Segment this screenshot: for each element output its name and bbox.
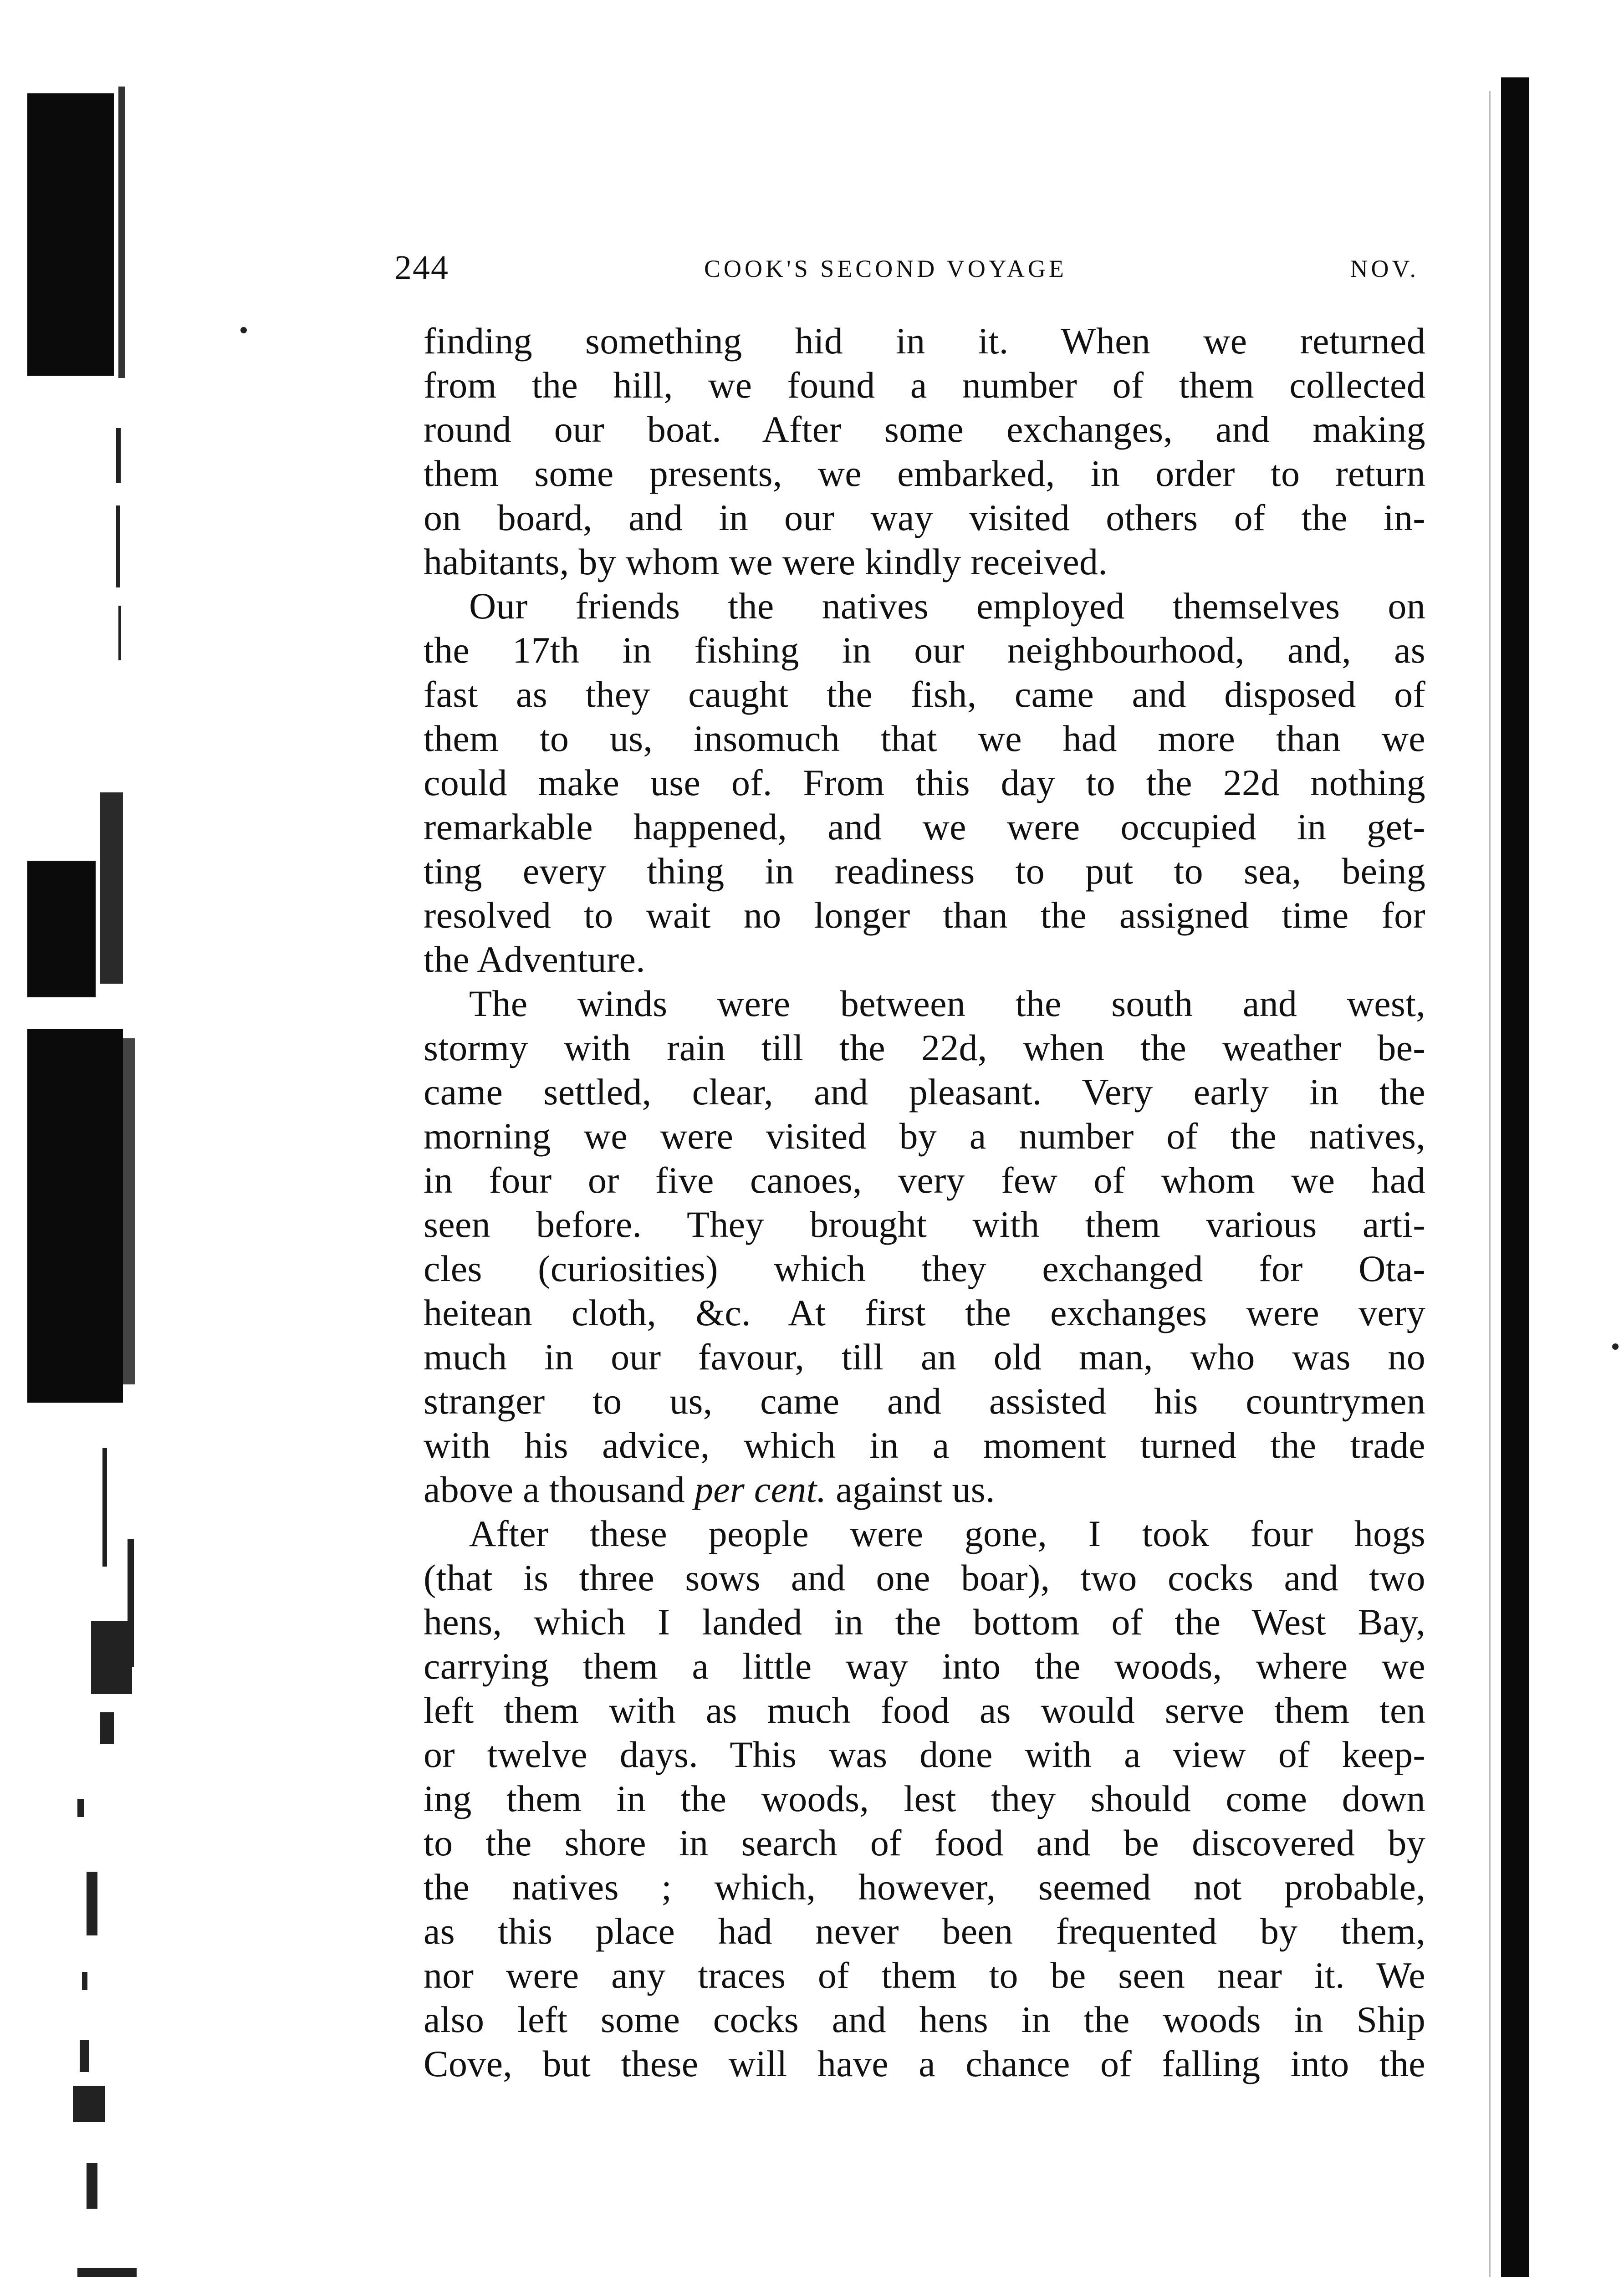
text-line: them to us, insomuch that we had more than we [424, 718, 1425, 759]
text-line: resolved to wait no longer than the assigned time for [424, 894, 1425, 936]
text-line: (that is three sows and one boar), two cocks and two [424, 1557, 1425, 1598]
text-line: much in our favour, till an old man, who was no [424, 1336, 1425, 1378]
paragraph [424, 319, 1425, 584]
text-line: the Adventure. [424, 939, 645, 980]
text-line: or twelve days. This was done with a view of keep- [424, 1734, 1425, 1775]
text-line: morning we were visited by a number of the natives, [424, 1115, 1425, 1157]
text-line: heitean cloth, &c. At first the exchanges were very [424, 1292, 1425, 1333]
text-run: above a thousand [424, 1469, 695, 1510]
text-line: round our boat. After some exchanges, and making [424, 408, 1425, 450]
paragraph [424, 584, 1425, 981]
text-line: ting every thing in readiness to put to sea, being [424, 850, 1425, 892]
text-line: stranger to us, came and assisted his countrymen [424, 1380, 1425, 1422]
scan-tick [118, 606, 121, 660]
paragraph [424, 1511, 1425, 2086]
running-title: COOK'S SECOND VOYAGE [704, 255, 1067, 282]
text-line: came settled, clear, and pleasant. Very early in the [424, 1071, 1425, 1113]
text-line: on board, and in our way visited others of the in- [424, 497, 1425, 538]
text-line: as this place had never been frequented by them, [424, 1910, 1425, 1952]
text-line: fast as they caught the fish, came and disposed of [424, 674, 1425, 715]
running-head [394, 248, 1419, 289]
scan-tick [116, 428, 121, 483]
text-line: with his advice, which in a moment turned the trade [424, 1424, 1425, 1466]
scan-blob [27, 93, 114, 376]
text-line: left them with as much food as would serve them ten [424, 1690, 1425, 1731]
text-line: could make use of. From this day to the 22d nothing [424, 762, 1425, 803]
text-line: remarkable happened, and we were occupied in get- [424, 806, 1425, 847]
scan-tick [102, 1448, 107, 1567]
text-line: nor were any traces of them to be seen near it. We [424, 1955, 1425, 1996]
text-line: cles (curiosities) which they exchanged for Ota- [424, 1248, 1425, 1289]
text-line: Cove, but these will have a chance of falling into the [424, 2043, 1425, 2084]
scan-edge-line [1489, 91, 1491, 2277]
scan-blob [27, 1029, 123, 1403]
text-line: the 17th in fishing in our neighbourhood, and, as [424, 629, 1425, 671]
scan-tick [82, 1972, 87, 1990]
scan-tick [87, 1872, 97, 1935]
paragraph [424, 981, 1425, 1511]
text-line: carrying them a little way into the woods, where we [424, 1645, 1425, 1687]
scan-tick [73, 2086, 105, 2122]
scan-blob [100, 792, 123, 984]
page-number: 244 [394, 249, 449, 287]
scan-tick [116, 505, 120, 587]
text-line: The winds were between the south and west, [469, 983, 1425, 1024]
text-run: against us. [826, 1469, 995, 1510]
scan-tick [77, 2268, 137, 2277]
text-line: seen before. They brought with them various arti- [424, 1204, 1425, 1245]
text-line: finding something hid in it. When we returned [424, 320, 1425, 362]
scan-tick [80, 2040, 89, 2072]
text-line: also left some cocks and hens in the woods in Ship [424, 1999, 1425, 2040]
italic-text: per cent. [694, 1469, 827, 1510]
text-line: in four or five canoes, very few of whom we had [424, 1159, 1425, 1201]
scan-tick [100, 1712, 114, 1744]
text-line: Our friends the natives employed themselves on [469, 585, 1425, 627]
scan-speck [240, 327, 247, 333]
text-line: After these people were gone, I took four hogs [469, 1513, 1425, 1554]
text-line: from the hill, we found a number of them collected [424, 364, 1425, 406]
text-line [424, 1467, 1425, 1511]
text-line: hens, which I landed in the bottom of the West Bay, [424, 1601, 1425, 1643]
scan-blob [27, 861, 96, 997]
text-line: the natives ; which, however, seemed not probable, [424, 1866, 1425, 1908]
scan-tick [91, 1621, 132, 1694]
text-line: ing them in the woods, lest they should come down [424, 1778, 1425, 1819]
text-line: to the shore in search of food and be discovered by [424, 1822, 1425, 1863]
scan-blob [123, 1038, 135, 1384]
scan-tick [77, 1799, 84, 1817]
scan-blob [118, 87, 125, 378]
scan-margin-artifacts [18, 82, 169, 2277]
scan-speck [1612, 1343, 1619, 1350]
body-text [424, 319, 1425, 2086]
scan-tick [87, 2163, 97, 2209]
text-line: habitants, by whom we were kindly received. [424, 541, 1108, 582]
scan-edge-bar [1501, 77, 1529, 2277]
text-line: stormy with rain till the 22d, when the weather be- [424, 1027, 1425, 1068]
running-month: NOV. [1350, 255, 1419, 282]
text-line: them some presents, we embarked, in order to return [424, 453, 1425, 494]
